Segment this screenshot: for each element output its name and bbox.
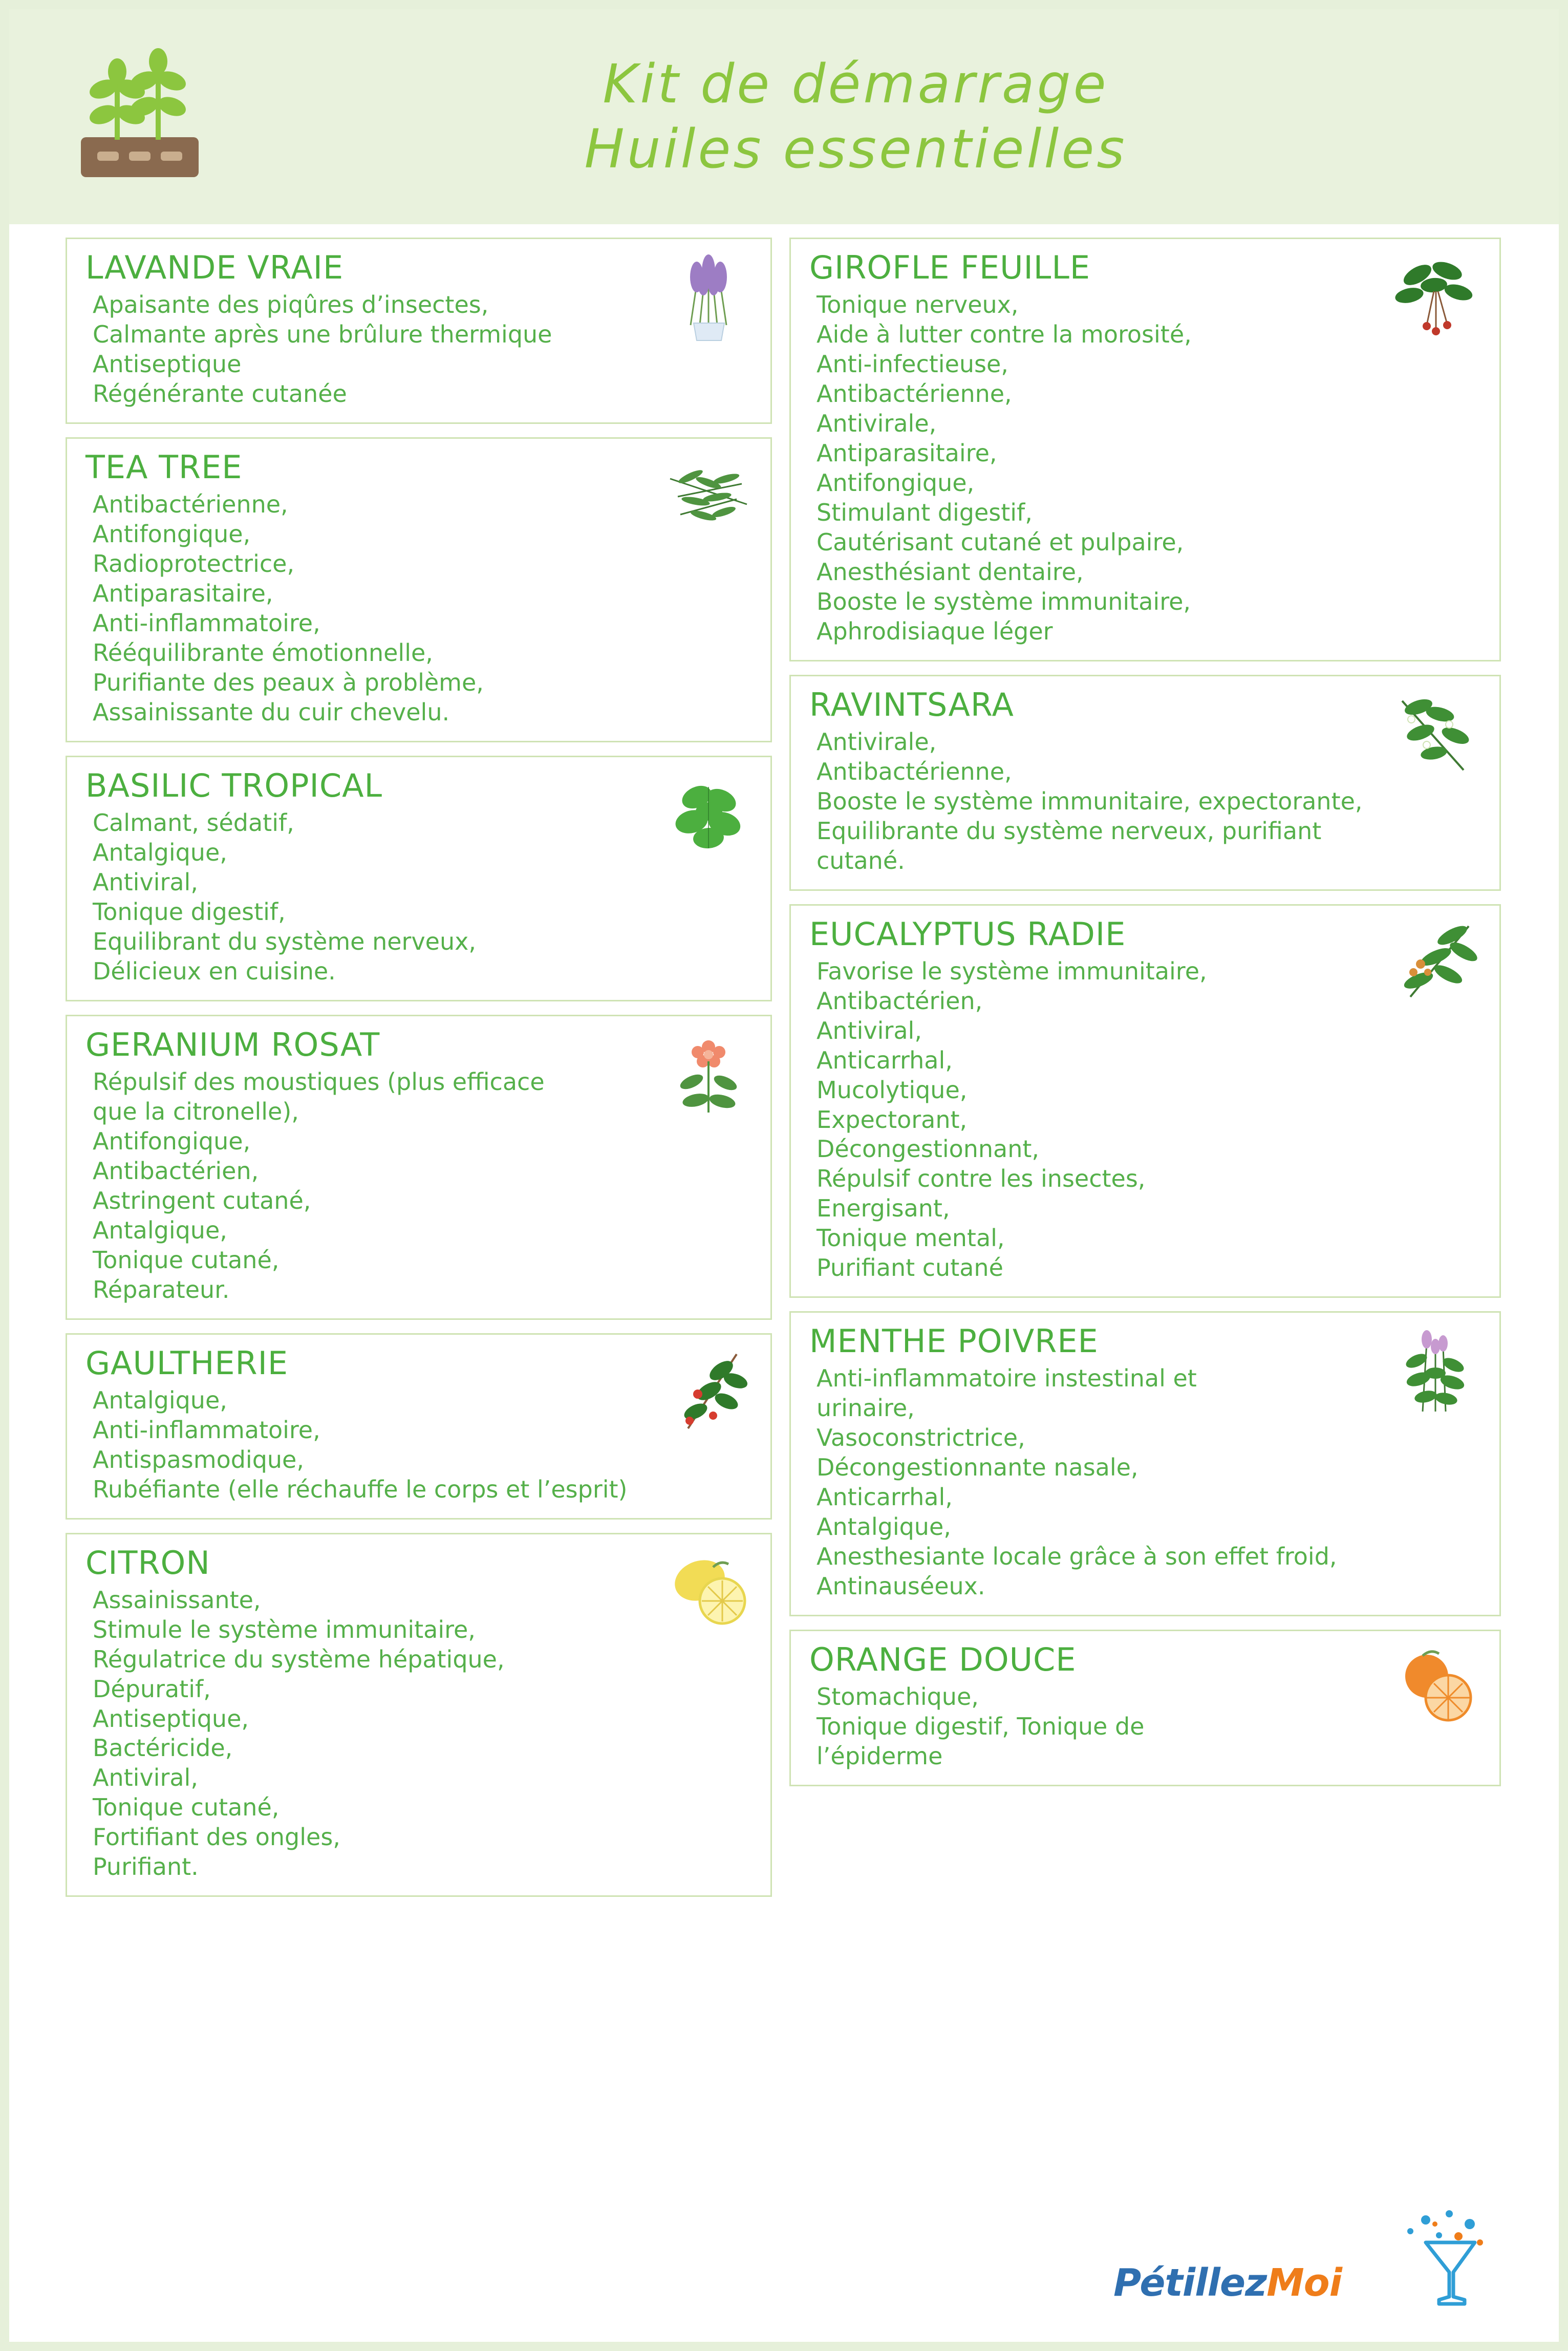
benefit-item: Calmante après une brûlure thermique bbox=[93, 320, 552, 349]
benefit-item: Assainissante du cuir chevelu. bbox=[93, 698, 450, 726]
benefit-item: Tonique cutané, bbox=[93, 1246, 280, 1274]
oil-name: EUCALYPTUS RADIE bbox=[809, 915, 1126, 953]
benefit-item: Antiviral, bbox=[93, 868, 198, 896]
benefit-item: Purifiant. bbox=[93, 1853, 199, 1881]
benefit-item: Cautérisant cutané et pulpaire, bbox=[817, 528, 1184, 556]
oil-card-basilic-tropical bbox=[66, 756, 772, 1001]
benefit-item: Tonique digestif, Tonique de bbox=[817, 1713, 1145, 1741]
oil-card-lavande-vraie bbox=[66, 238, 772, 424]
benefit-item: Aide à lutter contre la morosité, bbox=[817, 320, 1192, 349]
benefit-item: Expectorant, bbox=[817, 1105, 968, 1134]
benefit-item: Bactéricide, bbox=[93, 1734, 233, 1762]
oil-name: MENTHE POIVREE bbox=[809, 1322, 1099, 1360]
content-columns bbox=[9, 224, 1559, 1897]
benefit-item: cutané. bbox=[817, 846, 905, 874]
benefit-item: Energisant, bbox=[817, 1194, 950, 1223]
oil-benefits-list bbox=[85, 1067, 755, 1305]
oil-benefits-list bbox=[809, 957, 1484, 1283]
benefit-item: Antalgique, bbox=[817, 1513, 951, 1541]
title-line-2: Huiles essentielles bbox=[584, 118, 1127, 180]
benefit-item: Assainissante, bbox=[93, 1586, 261, 1614]
benefit-item: Antiseptique, bbox=[93, 1704, 249, 1733]
oil-benefits-list bbox=[85, 1586, 755, 1883]
benefit-item: Anticarrhal, bbox=[817, 1046, 953, 1074]
benefit-item: Anesthesiante locale grâce à son effet froid, bbox=[817, 1543, 1337, 1571]
benefit-item: que la citronelle), bbox=[93, 1097, 299, 1125]
poster-header bbox=[9, 9, 1559, 224]
benefit-item: Antiparasitaire, bbox=[93, 580, 273, 608]
benefit-item: Dépuratif, bbox=[93, 1675, 211, 1703]
brand-name-second: Moi bbox=[1266, 2261, 1342, 2305]
page-title bbox=[214, 52, 1559, 182]
benefit-item: Décongestionnante nasale, bbox=[817, 1454, 1139, 1482]
oil-name: ORANGE DOUCE bbox=[809, 1641, 1077, 1679]
benefit-item: Antiseptique bbox=[93, 350, 242, 378]
oil-benefits-list bbox=[809, 1364, 1484, 1601]
oil-benefits-list bbox=[85, 808, 755, 987]
benefit-item: Favorise le système immunitaire, bbox=[817, 957, 1207, 985]
benefit-item: Radioprotectrice, bbox=[93, 550, 295, 578]
benefit-item: Rééquilibrante émotionnelle, bbox=[93, 638, 433, 667]
benefit-item: Antibactérien, bbox=[817, 987, 983, 1015]
benefit-item: Antifongique, bbox=[817, 468, 975, 497]
benefit-item: Stomachique, bbox=[817, 1683, 979, 1711]
benefit-item: Stimule le système immunitaire, bbox=[93, 1615, 476, 1643]
oil-name: GIROFLE FEUILLE bbox=[809, 249, 1091, 286]
oil-name: GERANIUM ROSAT bbox=[85, 1025, 380, 1063]
benefit-item: Anti-infectieuse, bbox=[817, 350, 1008, 378]
benefit-item: Antifongique, bbox=[93, 1127, 251, 1155]
benefit-item: Aphrodisiaque léger bbox=[817, 617, 1053, 645]
oil-name: BASILIC TROPICAL bbox=[85, 766, 383, 804]
oil-card-tea-tree bbox=[66, 437, 772, 742]
right-column bbox=[789, 238, 1501, 1897]
benefit-item: Anti-inflammatoire, bbox=[93, 1416, 320, 1444]
sparkling-glass-icon bbox=[1349, 2207, 1502, 2309]
benefit-item: Calmant, sédatif, bbox=[93, 809, 294, 837]
benefit-item: Equilibrant du système nerveux, bbox=[93, 927, 476, 955]
benefit-item: Antispasmodique, bbox=[93, 1445, 304, 1473]
benefit-item: Booste le système immunitaire, expectorante, bbox=[817, 787, 1363, 815]
benefit-item: Antalgique, bbox=[93, 1216, 227, 1244]
benefit-item: Antibactérien, bbox=[93, 1157, 259, 1185]
benefit-item: urinaire, bbox=[817, 1394, 915, 1422]
benefit-item: Antiparasitaire, bbox=[817, 439, 997, 467]
benefit-item: Apaisante des piqûres d’insectes, bbox=[93, 291, 489, 319]
oil-card-ravintsara bbox=[789, 675, 1501, 891]
brand-logo bbox=[1113, 2212, 1502, 2314]
benefit-item: Réparateur. bbox=[93, 1275, 230, 1303]
benefit-item: Antifongique, bbox=[93, 520, 251, 548]
benefit-item: Répulsif contre les insectes, bbox=[817, 1165, 1146, 1193]
oil-card-girofle-feuille bbox=[789, 238, 1501, 661]
brand-name bbox=[1113, 2261, 1342, 2305]
benefit-item: Tonique nerveux, bbox=[817, 291, 1019, 319]
oil-benefits-list bbox=[809, 290, 1484, 646]
benefit-item: Anti-inflammatoire, bbox=[93, 609, 320, 637]
left-column bbox=[66, 238, 772, 1897]
oil-name: GAULTHERIE bbox=[85, 1344, 289, 1382]
oil-name: RAVINTSARA bbox=[809, 686, 1014, 723]
benefit-item: Délicieux en cuisine. bbox=[93, 957, 336, 985]
benefit-item: Anesthésiant dentaire, bbox=[817, 558, 1084, 586]
benefit-item: Fortifiant des ongles, bbox=[93, 1823, 340, 1851]
benefit-item: Tonique cutané, bbox=[93, 1793, 280, 1822]
benefit-item: Astringent cutané, bbox=[93, 1186, 311, 1214]
benefit-item: l’épiderme bbox=[817, 1742, 943, 1770]
benefit-item: Antivirale, bbox=[817, 728, 937, 756]
oil-card-orange-douce bbox=[789, 1630, 1501, 1786]
benefit-item: Antivirale, bbox=[817, 410, 937, 437]
benefit-item: Antiviral, bbox=[93, 1764, 198, 1792]
oil-card-gaultherie bbox=[66, 1333, 772, 1520]
benefit-item: Régulatrice du système hépatique, bbox=[93, 1645, 505, 1673]
oil-card-menthe-poivree bbox=[789, 1311, 1501, 1616]
benefit-item: Rubéfiante (elle réchauffe le corps et l’esprit) bbox=[93, 1475, 628, 1503]
oil-benefits-list bbox=[85, 290, 755, 409]
oil-card-citron bbox=[66, 1533, 772, 1897]
benefit-item: Anticarrhal, bbox=[817, 1483, 953, 1511]
oil-name: LAVANDE VRAIE bbox=[85, 249, 344, 286]
benefit-item: Antibactérienne, bbox=[817, 757, 1012, 785]
benefit-item: Purifiante des peaux à problème, bbox=[93, 668, 484, 696]
oil-benefits-list bbox=[85, 1386, 755, 1505]
oil-benefits-list bbox=[809, 728, 1484, 876]
benefit-item: Purifiant cutané bbox=[817, 1254, 1003, 1282]
oil-name: TEA TREE bbox=[85, 448, 243, 486]
benefit-item: Répulsif des moustiques (plus efficace bbox=[93, 1067, 545, 1096]
oil-benefits-list bbox=[85, 490, 755, 728]
benefit-item: Décongestionnant, bbox=[817, 1135, 1040, 1163]
seedling-plant-icon bbox=[66, 40, 214, 194]
benefit-item: Antalgique, bbox=[93, 1386, 227, 1414]
oil-card-geranium-rosat bbox=[66, 1015, 772, 1320]
title-line-1: Kit de démarrage bbox=[603, 53, 1109, 116]
benefit-item: Anti-inflammatoire instestinal et bbox=[817, 1364, 1197, 1393]
oil-name: CITRON bbox=[85, 1544, 210, 1581]
benefit-item: Antibactérienne, bbox=[817, 380, 1012, 408]
benefit-item: Mucolytique, bbox=[817, 1076, 968, 1104]
benefit-item: Tonique digestif, bbox=[93, 897, 286, 926]
benefit-item: Régénérante cutanée bbox=[93, 380, 347, 408]
benefit-item: Stimulant digestif, bbox=[817, 498, 1033, 526]
benefit-item: Booste le système immunitaire, bbox=[817, 587, 1191, 615]
brand-name-first: Pétillez bbox=[1113, 2261, 1267, 2305]
oil-card-eucalyptus-radie bbox=[789, 904, 1501, 1298]
benefit-item: Vasoconstrictrice, bbox=[817, 1424, 1025, 1452]
benefit-item: Antibactérienne, bbox=[93, 490, 288, 519]
benefit-item: Equilibrante du système nerveux, purifiant bbox=[817, 817, 1322, 845]
benefit-item: Tonique mental, bbox=[817, 1224, 1005, 1252]
benefit-item: Antalgique, bbox=[93, 838, 227, 866]
benefit-item: Antiviral, bbox=[817, 1016, 922, 1044]
benefit-item: Antinauséeux. bbox=[817, 1572, 985, 1600]
oil-benefits-list bbox=[809, 1682, 1484, 1771]
